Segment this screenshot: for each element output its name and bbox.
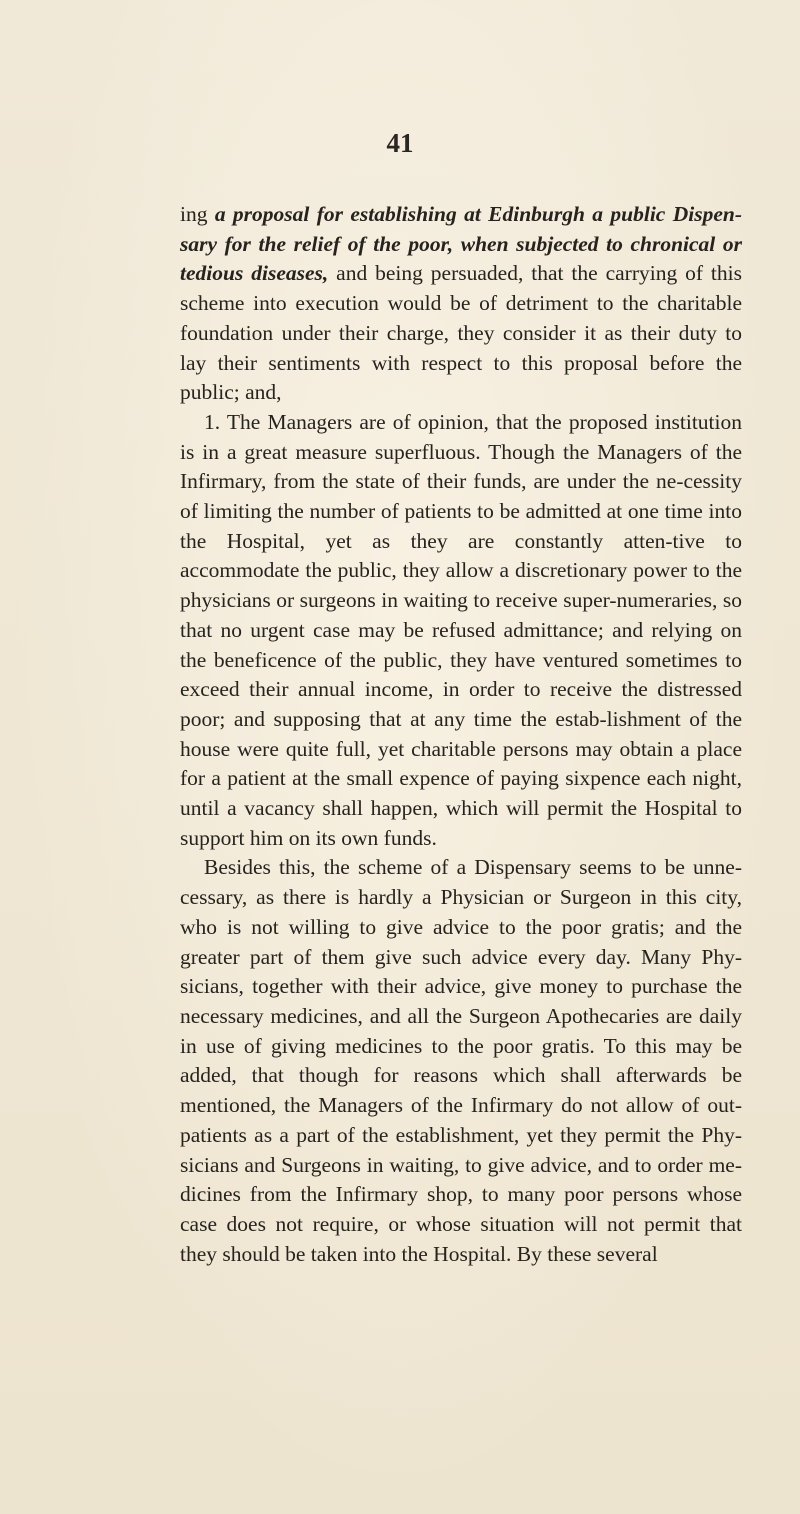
body-text [180, 200, 742, 1269]
italic-title-segment: a proposal for establishing at Edinburgh a public Dispen-sary for the relief of the poor, when subjected to chronical or tedious diseases, [180, 202, 742, 286]
paragraph-3 [180, 853, 742, 1269]
text-segment: 1. The Managers are of opinion, that the proposed institution is in a great measure superfluous. Though the Managers of the Infirmary, from the state of their funds, are under the ne-cessity of limiting the number of patients to be admitted at one time into the Hospital, yet as they are constantly atten-tive to accommodate the public, they allow a discretionary power to the physicians or surgeons in waiting to receive super-numeraries, so that no urgent case may be refused admittance; and relying on the beneficence of the public, they have ventured sometimes to exceed their annual income, in order to receive the distressed poor; and supposing that at any time the estab-lishment of the house were quite full, yet charitable persons may obtain a place for a patient at the small expence of paying sixpence each night, until a vacancy shall happen, which will permit the Hospital to support him on its own funds. [180, 409, 742, 850]
text-segment: and being persuaded, that the carrying of this scheme into execution would be of detriment to the charitable foundation under their charge, they consider it as their duty to lay their sentiments with respect to this proposal before the public; and, [180, 261, 742, 405]
paragraph-2 [180, 408, 742, 854]
text-segment: ing [180, 202, 215, 226]
text-segment: Besides this, the scheme of a Dispensary seems to be unne-cessary, as there is hardly a Physician or Surgeon in this city, who is not willing to give advice to the poor gratis; and the greater part of them give such advice every day. Many Phy-sicians, together with their advice, give money to purchase the necessary medicines, and all the Surgeon Apothecaries are daily in use of giving medicines to the poor gratis. To this may be added, that though for reasons which shall afterwards be mentioned, the Managers of the Infirmary do not allow of out-patients as a part of the establishment, yet they permit the Phy-sicians and Surgeons in waiting, to give advice, and to order me-dicines from the Infirmary shop, to many poor persons whose case does not require, or whose situation will not permit that they should be taken into the Hospital. By these several [180, 855, 742, 1266]
paragraph-1 [180, 200, 742, 408]
page-number: 41 [386, 128, 414, 158]
